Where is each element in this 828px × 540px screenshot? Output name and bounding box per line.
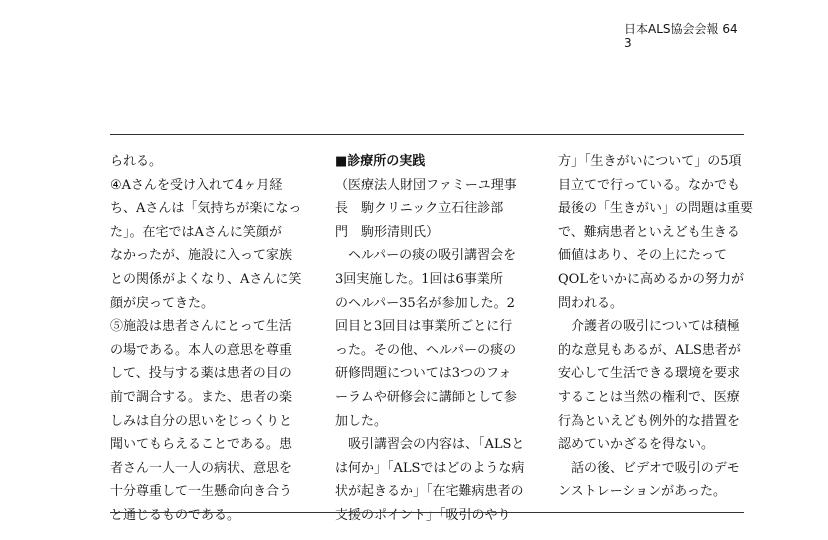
text-line: して、投与する薬は患者の目の — [110, 366, 292, 382]
text-line: 3回実施した。1回は6事業所 — [335, 271, 503, 287]
text-line: QOLをいかに高めるかの努力が — [558, 271, 744, 287]
text-line: なかったが、施設に入って家族 — [110, 248, 293, 264]
text-line: 研修問題については3つのフォ — [335, 366, 512, 382]
page-number: 3 — [624, 36, 632, 50]
text-line: との関係がよくなり、Aさんに笑 — [110, 271, 302, 287]
text-line: 価値はあり、その上にたって — [558, 248, 728, 264]
text-column-middle — [335, 150, 523, 528]
text-line: 加した。 — [335, 413, 388, 429]
text-line: ヘルパーの痰の吸引講習会を — [335, 248, 517, 264]
text-line: 回目と3回目は事業所ごとに行 — [335, 319, 513, 335]
text-line: 的な意見もあるが、ALS患者が — [558, 342, 741, 358]
text-line: 問われる。 — [558, 295, 624, 311]
text-line: は何か」「ALSではどのような病 — [335, 460, 525, 476]
text-line: 前で調合する。また、患者の楽 — [110, 389, 293, 405]
text-line: 長 駒クリニック立石往診部 — [335, 201, 504, 217]
text-line: ーラムや研修会に講師として参 — [335, 389, 517, 405]
text-line: と通じるものである。 — [110, 507, 241, 523]
page-header — [624, 22, 824, 50]
text-line: た」。在宅ではAさんに笑顔が — [110, 224, 282, 240]
text-line: 認めていかざるを得ない。 — [558, 437, 715, 453]
text-line: 支援のポイント」「吸引のやり — [335, 507, 511, 523]
text-line: 者さん一人一人の病状、意思を — [110, 460, 293, 476]
text-line: ⑤施設は患者さんにとって生活 — [110, 319, 292, 335]
text-line: られる。 — [110, 154, 163, 169]
text-line: った。その他、ヘルパーの痰の — [335, 342, 517, 358]
text-line: 目立てで行っている。なかでも — [558, 177, 741, 193]
text-line: 門 駒形清則氏） — [335, 224, 440, 240]
text-line: 顔が戻ってきた。 — [110, 295, 215, 311]
text-line: （医療法人財団ファミーユ理事 — [335, 177, 517, 193]
text-line: 安心して生活できる環境を要求 — [558, 366, 741, 382]
text-line: ④Aさんを受け入れて4ヶ月経 — [110, 177, 283, 193]
text-line: 吸引講習会の内容は、「ALSと — [335, 437, 525, 453]
text-line: 話の後、ビデオで吸引のデモ — [558, 460, 740, 476]
text-column-right — [558, 150, 754, 504]
text-line: で、難病患者といえども生きる — [558, 224, 740, 240]
text-line: 聞いてもらえることである。患 — [110, 437, 293, 453]
text-line: 十分尊重して一生懸命向き合う — [110, 484, 293, 500]
top-rule — [110, 134, 744, 135]
text-line: 行為といえども例外的な措置を — [558, 413, 741, 429]
bottom-rule — [110, 512, 744, 513]
text-line: のヘルパー35名が参加した。2 — [335, 295, 515, 311]
text-line: 方」「生きがいについて」の5項 — [558, 154, 742, 169]
text-line: ち、Aさんは「気持ちが楽になっ — [110, 201, 302, 217]
text-line: することは当然の権利で、医療 — [558, 389, 740, 405]
text-line: ンストレーションがあった。 — [558, 484, 726, 500]
text-line: の場である。本人の意思を尊重 — [110, 342, 293, 358]
text-column-left — [110, 150, 302, 528]
text-line: 介護者の吸引については積極 — [558, 319, 740, 335]
journal-title: 日本ALS協会会報 64 — [624, 22, 738, 36]
text-line: しみは自分の思いをじっくりと — [110, 413, 293, 429]
section-heading: ■診療所の実践 — [335, 154, 426, 169]
text-line: 最後の「生きがい」の問題は重要 — [558, 201, 754, 217]
text-line: 状が起きるか」「在宅難病患者の — [335, 484, 524, 500]
